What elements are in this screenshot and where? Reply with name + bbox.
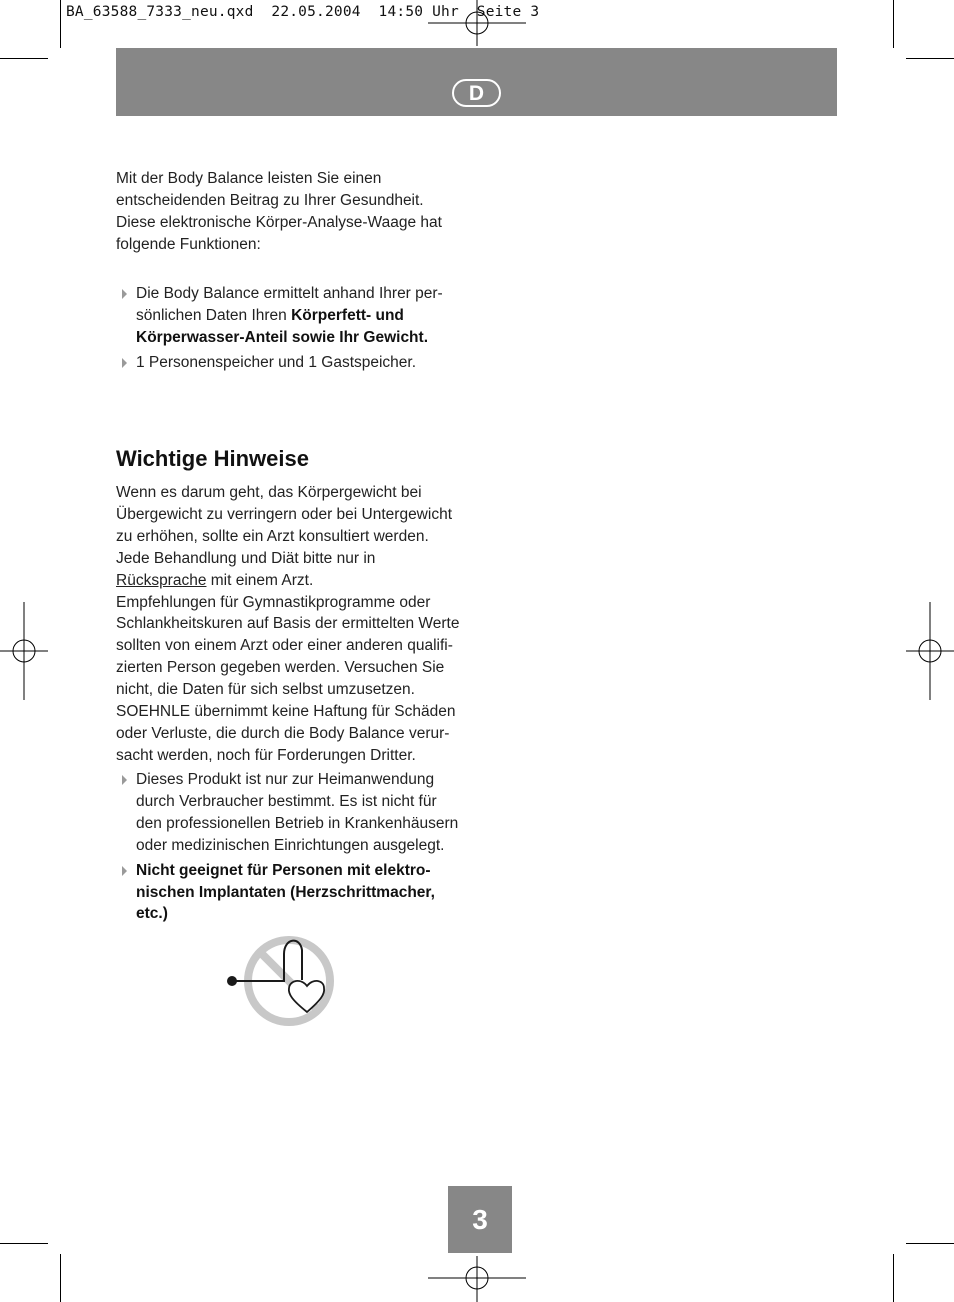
notes-line: zierten Person gegeben werden. Versuchen Sie (116, 659, 445, 677)
bullet-arrow-icon (122, 866, 127, 876)
notes-line: Übergewicht zu verringern oder bei Untergewicht (116, 505, 452, 523)
crop-mark-top-left-v (60, 0, 61, 48)
notes-line (116, 570, 466, 592)
notes-line: Jede Behandlung und Diät bitte nur in (116, 549, 376, 567)
notes-line: zu erhöhen, sollte ein Arzt konsultiert werden. (116, 527, 429, 545)
no-pacemaker-icon (222, 932, 342, 1032)
registration-mark-bottom-icon (428, 1256, 526, 1302)
notes-list (116, 769, 466, 928)
intro-line: Mit der Body Balance leisten Sie einen (116, 170, 382, 187)
notes-line: sollten von einem Arzt oder einer anderen qualifi- (116, 637, 453, 655)
feature-line: 1 Personenspeicher und 1 Gastspeicher. (136, 353, 417, 371)
notes-line: oder Verluste, die durch die Body Balance verur- (116, 724, 450, 742)
underlined-word: Rücksprache (116, 571, 207, 589)
registration-mark-top-icon (428, 0, 526, 46)
intro-line: entscheidenden Beitrag zu Ihrer Gesundheit. (116, 191, 424, 209)
section-heading: Wichtige Hinweise (116, 446, 309, 471)
notes-line: Wenn es darum geht, das Körpergewicht bei (116, 484, 422, 501)
note-item-home-use (116, 769, 466, 857)
intro-line: Diese elektronische Körper-Analyse-Waage hat (116, 213, 442, 231)
note-line-bold: nischen Implantaten (Herzschrittmacher, (136, 883, 435, 901)
bullet-arrow-icon (122, 358, 127, 368)
notes-line: sacht werden, noch für Forderungen Dritter. (116, 746, 416, 764)
note-line: oder medizinischen Einrichtungen ausgelegt. (136, 836, 445, 854)
intro-line: folgende Funktionen: (116, 235, 261, 253)
registration-mark-right-icon (906, 602, 954, 700)
notes-line: Schlankheitskuren auf Basis der ermittelten Werte (116, 615, 460, 633)
crop-mark-top-right-h (906, 58, 954, 59)
feature-line-bold: Körperwasser-Anteil sowie Ihr Gewicht. (136, 328, 428, 346)
notes-text: mit einem Arzt. (206, 571, 314, 589)
page-number: 3 (448, 1186, 512, 1253)
crop-mark-bottom-left-v (60, 1254, 61, 1302)
note-item-implants-warning (116, 860, 466, 926)
notes-paragraph (116, 482, 466, 767)
note-line: den professionellen Betrieb in Krankenhäusern (136, 814, 459, 832)
note-line-bold: Nicht geeignet für Personen mit elektro- (136, 861, 431, 879)
crop-mark-bottom-left-h (0, 1243, 48, 1244)
notes-line: SOEHNLE übernimmt keine Haftung für Schäden (116, 703, 456, 721)
crop-mark-top-left-h (0, 58, 48, 59)
feature-text-bold: Körperfett- und (291, 306, 404, 324)
registration-mark-left-icon (0, 602, 48, 700)
note-line: durch Verbraucher bestimmt. Es ist nicht für (136, 792, 437, 810)
crop-mark-top-right-v (893, 0, 894, 48)
note-line-bold: etc.) (136, 905, 168, 923)
feature-item-memory (116, 352, 466, 374)
feature-text: sönlichen Daten Ihren (136, 306, 292, 324)
crop-mark-bottom-right-h (906, 1243, 954, 1244)
print-slug: BA_63588_7333_neu.qxd 22.05.2004 14:50 Uhr Seite 3 (66, 4, 540, 20)
feature-item-body-analysis (116, 283, 466, 349)
language-badge: D (452, 79, 501, 107)
notes-line: nicht, die Daten für sich selbst umzusetzen. (116, 681, 415, 699)
notes-line: Empfehlungen für Gymnastikprogramme oder (116, 593, 431, 611)
feature-line (136, 305, 466, 327)
feature-line: Die Body Balance ermittelt anhand Ihrer per- (136, 285, 443, 302)
bullet-arrow-icon (122, 775, 127, 785)
crop-mark-bottom-right-v (893, 1254, 894, 1302)
intro-paragraph (116, 168, 466, 256)
bullet-arrow-icon (122, 289, 127, 299)
feature-list (116, 283, 466, 377)
note-line: Dieses Produkt ist nur zur Heimanwendung (136, 771, 435, 788)
